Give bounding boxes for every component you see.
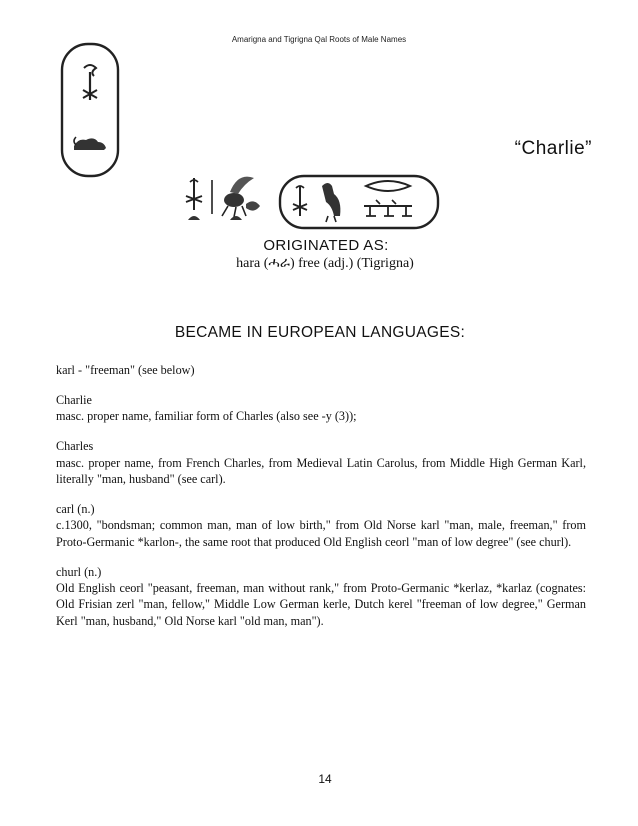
entry: [56, 362, 586, 378]
entry-term: Charlie: [56, 392, 92, 407]
originated-heading: ORIGINATED AS:: [263, 237, 389, 254]
entry-definition: masc. proper name, familiar form of Charles (also see -y (3));: [56, 409, 357, 424]
name-title: “Charlie”: [514, 138, 592, 159]
horizontal-cartouche-image: [180, 170, 442, 234]
became-heading: BECAME IN EUROPEAN LANGUAGES:: [174, 324, 466, 341]
entry-definition: c.1300, "bondsman; common man, man of low birth," from Old Norse karl "man, male, freeman," from Proto-Germanic *karlon-, the same root that produced Old English ceorl "man of low degree" (see churl).: [56, 518, 586, 549]
origin-line: hara (ሓራ) free (adj.) (Tigrigna): [236, 256, 414, 271]
entry-term: churl (n.): [56, 564, 102, 579]
vertical-cartouche-image: [58, 42, 122, 180]
entry: [56, 438, 586, 487]
entry-definition: Old English ceorl "peasant, freeman, man without rank," from Proto-Germanic *kerlaz, *karlaz (cognates: Old Frisian zerl "man, fellow," Middle Low German kerle, Dutch kerel "freeman of low degree," German Kerl "man, husband," Old Norse karl "old man, man").: [56, 581, 586, 628]
entry-term: carl (n.): [56, 501, 95, 516]
entry: [56, 564, 586, 630]
running-header: Amarigna and Tigrigna Qal Roots of Male Names: [231, 35, 407, 44]
entry: [56, 392, 586, 425]
entry-term: karl - "freeman" (see below): [56, 363, 195, 377]
etymology-entries: [56, 362, 586, 643]
entry-definition: masc. proper name, from French Charles, from Medieval Latin Carolus, from Middle High German Karl, literally "man, husband" (see carl).: [56, 455, 586, 487]
page-number: 14: [318, 772, 332, 786]
entry: [56, 501, 586, 550]
entry-term: Charles: [56, 439, 94, 454]
